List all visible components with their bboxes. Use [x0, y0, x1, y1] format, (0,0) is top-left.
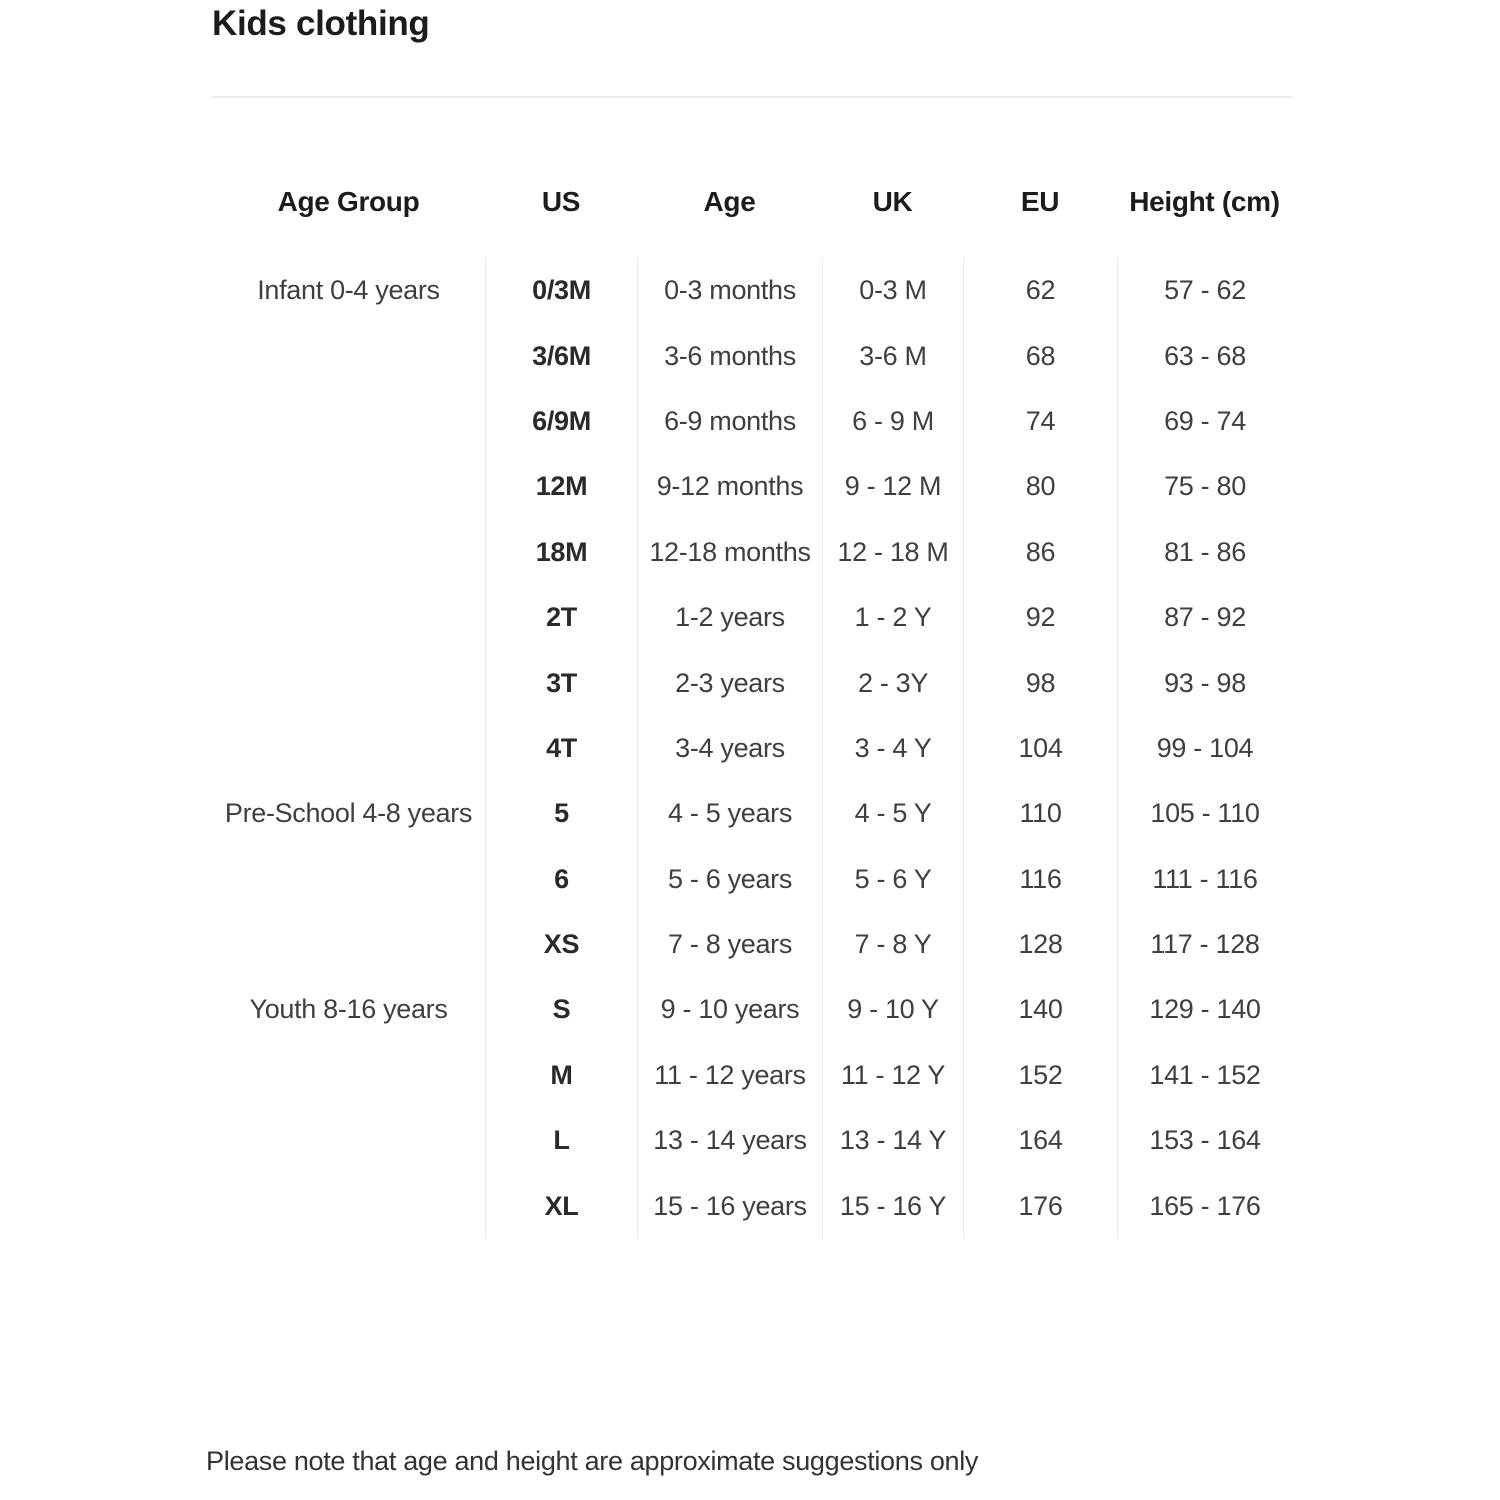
cell-eu-size: 68: [963, 323, 1117, 388]
cell-age-group: [212, 1108, 485, 1173]
column-header-height: Height (cm): [1129, 186, 1280, 217]
cell-uk-size: 3 - 4 Y: [822, 716, 963, 781]
cell-age: 15 - 16 years: [637, 1173, 822, 1238]
cell-age-group: [212, 716, 485, 781]
cell-us-size: 4T: [485, 716, 637, 781]
cell-eu-size: 86: [963, 520, 1117, 585]
table-row: [212, 650, 1292, 715]
cell-age: 9 - 10 years: [637, 977, 822, 1042]
cell-age: 5 - 6 years: [637, 847, 822, 912]
cell-us-size: 6/9M: [485, 389, 637, 454]
cell-age: 2-3 years: [637, 650, 822, 715]
cell-eu-size: 62: [963, 258, 1117, 323]
cell-age-group: [212, 650, 485, 715]
cell-height: 141 - 152: [1117, 1043, 1292, 1108]
cell-age-group: [212, 389, 485, 454]
page-title: Kids clothing: [212, 4, 430, 43]
cell-us-size: 6: [485, 847, 637, 912]
cell-height: 93 - 98: [1117, 650, 1292, 715]
table-row: [212, 781, 1292, 846]
title-divider: [212, 96, 1292, 98]
cell-age: 6-9 months: [637, 389, 822, 454]
cell-uk-size: 6 - 9 M: [822, 389, 963, 454]
cell-eu-size: 98: [963, 650, 1117, 715]
cell-age-group: [212, 1173, 485, 1238]
cell-height: 69 - 74: [1117, 389, 1292, 454]
table-row: [212, 520, 1292, 585]
table-row: [212, 1173, 1292, 1238]
cell-height: 117 - 128: [1117, 912, 1292, 977]
table-row: [212, 1043, 1292, 1108]
cell-height: 87 - 92: [1117, 585, 1292, 650]
cell-eu-size: 152: [963, 1043, 1117, 1108]
cell-age-group: [212, 520, 485, 585]
cell-age: 1-2 years: [637, 585, 822, 650]
cell-us-size: M: [485, 1043, 637, 1108]
cell-height: 99 - 104: [1117, 716, 1292, 781]
cell-uk-size: 1 - 2 Y: [822, 585, 963, 650]
cell-height: 63 - 68: [1117, 323, 1292, 388]
table-body: [212, 258, 1292, 1239]
cell-eu-size: 110: [963, 781, 1117, 846]
cell-height: 57 - 62: [1117, 258, 1292, 323]
cell-age: 12-18 months: [637, 520, 822, 585]
cell-age-group: [212, 454, 485, 519]
cell-us-size: 12M: [485, 454, 637, 519]
cell-eu-size: 80: [963, 454, 1117, 519]
cell-us-size: XL: [485, 1173, 637, 1238]
table-row: [212, 716, 1292, 781]
cell-eu-size: 74: [963, 389, 1117, 454]
cell-eu-size: 128: [963, 912, 1117, 977]
cell-age: 3-4 years: [637, 716, 822, 781]
cell-uk-size: 0-3 M: [822, 258, 963, 323]
column-header-us: US: [541, 186, 581, 217]
table-row: [212, 1108, 1292, 1173]
cell-us-size: 5: [485, 781, 637, 846]
cell-age-group: [212, 585, 485, 650]
cell-us-size: S: [485, 977, 637, 1042]
table-row: [212, 454, 1292, 519]
cell-eu-size: 140: [963, 977, 1117, 1042]
table-header-row: [212, 170, 1292, 234]
cell-height: 129 - 140: [1117, 977, 1292, 1042]
cell-height: 75 - 80: [1117, 454, 1292, 519]
footnote: Please note that age and height are approximate suggestions only: [206, 1446, 979, 1476]
cell-uk-size: 11 - 12 Y: [822, 1043, 963, 1108]
cell-age: 7 - 8 years: [637, 912, 822, 977]
cell-uk-size: 2 - 3Y: [822, 650, 963, 715]
cell-age: 11 - 12 years: [637, 1043, 822, 1108]
cell-uk-size: 12 - 18 M: [822, 520, 963, 585]
table-row: [212, 847, 1292, 912]
cell-age-group: [212, 323, 485, 388]
table-row: [212, 585, 1292, 650]
cell-us-size: L: [485, 1108, 637, 1173]
cell-height: 105 - 110: [1117, 781, 1292, 846]
column-header-uk: UK: [872, 186, 913, 217]
cell-age-group: Youth 8-16 years: [249, 994, 448, 1025]
cell-uk-size: 5 - 6 Y: [822, 847, 963, 912]
table-row: [212, 258, 1292, 323]
column-header-eu: EU: [1020, 186, 1060, 217]
cell-age: 9-12 months: [637, 454, 822, 519]
cell-age: 3-6 months: [637, 323, 822, 388]
cell-age: 0-3 months: [637, 258, 822, 323]
cell-us-size: 0/3M: [485, 258, 637, 323]
cell-uk-size: 7 - 8 Y: [822, 912, 963, 977]
cell-uk-size: 15 - 16 Y: [822, 1173, 963, 1238]
cell-height: 165 - 176: [1117, 1173, 1292, 1238]
cell-us-size: XS: [485, 912, 637, 977]
kids-size-table: [212, 170, 1292, 1239]
cell-age-group: Pre-School 4-8 years: [224, 798, 473, 829]
table-row: [212, 389, 1292, 454]
cell-height: 81 - 86: [1117, 520, 1292, 585]
cell-age: 4 - 5 years: [637, 781, 822, 846]
column-header-age: Age: [703, 186, 756, 217]
cell-uk-size: 9 - 10 Y: [822, 977, 963, 1042]
cell-age-group: Infant 0-4 years: [257, 275, 440, 306]
cell-uk-size: 3-6 M: [822, 323, 963, 388]
cell-eu-size: 116: [963, 847, 1117, 912]
cell-us-size: 18M: [485, 520, 637, 585]
cell-us-size: 2T: [485, 585, 637, 650]
cell-eu-size: 164: [963, 1108, 1117, 1173]
cell-height: 111 - 116: [1117, 847, 1292, 912]
cell-us-size: 3/6M: [485, 323, 637, 388]
table-row: [212, 977, 1292, 1042]
table-row: [212, 912, 1292, 977]
cell-eu-size: 104: [963, 716, 1117, 781]
cell-eu-size: 92: [963, 585, 1117, 650]
cell-height: 153 - 164: [1117, 1108, 1292, 1173]
cell-age-group: [212, 1043, 485, 1108]
cell-uk-size: 4 - 5 Y: [822, 781, 963, 846]
cell-age-group: [212, 847, 485, 912]
cell-us-size: 3T: [485, 650, 637, 715]
cell-uk-size: 13 - 14 Y: [822, 1108, 963, 1173]
cell-uk-size: 9 - 12 M: [822, 454, 963, 519]
column-header-age-group: Age Group: [277, 186, 420, 217]
cell-age-group: [212, 912, 485, 977]
table-row: [212, 323, 1292, 388]
cell-age: 13 - 14 years: [637, 1108, 822, 1173]
cell-eu-size: 176: [963, 1173, 1117, 1238]
